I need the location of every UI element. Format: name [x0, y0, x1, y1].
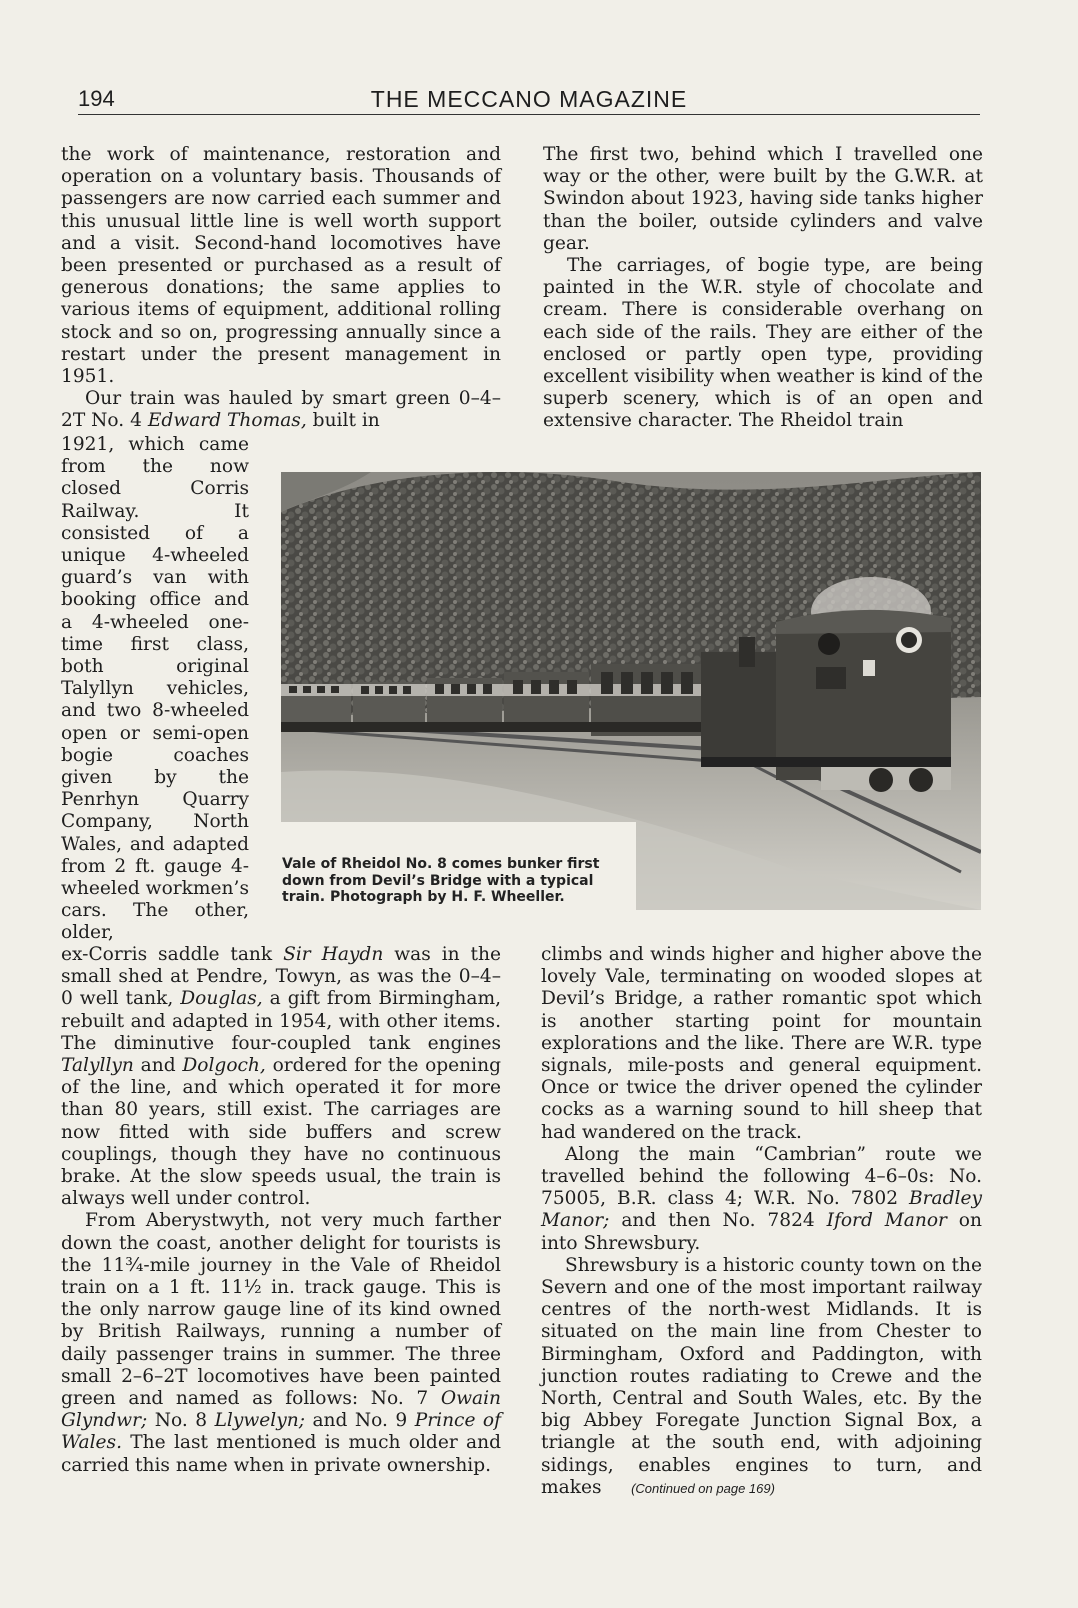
text-run: Along the main “Cambrian” route we travelled behind the following 4–6–0s: No. 75005, B.R. class 4; W.R. No. 7802 — [541, 1143, 982, 1210]
paragraph — [61, 944, 501, 1210]
locomotive-name: Talyllyn — [61, 1055, 134, 1077]
continued-note: (Continued on page 169) — [631, 1480, 775, 1496]
text-run: From Aberystwyth, not very much farther down the coast, another delight for tourists is the 11¾-mile journey in the Vale of Rheidol train on a 1 ft. 11½ in. track gauge. This is the only narrow gauge line of its kind owned by British Railways, running a number of daily passenger trains in summer. The three small 2–6–2T locomotives have been painted green and named as follows: No. 7 — [61, 1210, 501, 1410]
paragraph: The carriages, of bogie type, are being painted in the W.R. style of chocolate and cream. There is considerable overhang on each side of the rails. They are either of the enclosed or partly open type, providing excellent visibility when weather is kind of the superb scenery, which is of an open and extensive character. The Rheidol train — [543, 255, 983, 432]
locomotive-name: Prince of Wales. — [61, 1410, 502, 1454]
paragraph: The first two, behind which I travelled one way or the other, were built by the G.W.R. at Swindon about 1923, having side tanks higher than the boiler, outside cylinders and valve gear. — [543, 144, 983, 254]
photo-caption: Vale of Rheidol No. 8 comes bunker first down from Devil’s Bridge with a typical train. Photograph by H. F. Wheeller. — [282, 856, 600, 905]
right-column-bottom — [541, 944, 982, 1500]
magazine-title: THE MECCANO MAGAZINE — [370, 86, 688, 112]
text-run: built in — [306, 410, 380, 432]
locomotive-name: Bradley Manor; — [541, 1188, 982, 1232]
locomotive-name: Owain Glyndwr; — [61, 1388, 501, 1432]
text-run: on into Shrewsbury. — [541, 1210, 982, 1254]
page-header — [78, 84, 980, 115]
left-column-bottom — [61, 944, 501, 1477]
left-column-top — [61, 144, 501, 433]
locomotive-name: Edward Thomas, — [147, 410, 307, 432]
locomotive-name: Llywelyn; — [214, 1410, 305, 1432]
left-column-narrow — [61, 434, 249, 945]
text-run: and — [133, 1055, 183, 1077]
text-run: Our train was hauled by smart green 0–4–2T No. 4 — [61, 388, 501, 432]
right-column-top — [543, 144, 983, 433]
text-run: and No. 9 — [304, 1410, 415, 1432]
paragraph: 1921, which came from the now closed Corris Railway. It consisted of a unique 4-wheeled guard’s van with booking office and a 4-wheeled one-time first class, both original Talyllyn vehicles, and two 8-wheeled open or semi-open bogie coaches given by the Penrhyn Quarry Company, North Wales, and adapted from 2 ft. gauge 4-wheeled workmen’s cars. The other, older, — [61, 434, 249, 944]
text-run: was in the small shed at Pendre, Towyn, as was the 0–4–0 well tank, — [61, 944, 501, 1010]
page-number: 194 — [78, 86, 115, 111]
text-run: ex-Corris saddle tank — [61, 944, 284, 965]
paragraph — [61, 1210, 501, 1476]
text-run: and then No. 7824 — [609, 1210, 827, 1232]
paragraph: the work of maintenance, restoration and operation on a voluntary basis. Thousands of passengers are now carried each summer and this unusual little line is well worth support and a visit. Second-hand locomotives have been presented or purchased as a result of generous donations; the same applies to various items of equipment, additional rolling stock and so on, progressing annually since a restart under the present management in 1951. — [61, 144, 501, 388]
locomotive-name: Iford Manor — [826, 1210, 947, 1232]
locomotive-name: Douglas, — [180, 988, 263, 1010]
paragraph — [541, 1144, 982, 1255]
text-run: The last mentioned is much older and carried this name when in private ownership. — [61, 1432, 501, 1476]
paragraph: climbs and winds higher and higher above the lovely Vale, terminating on wooded slopes at Devil’s Bridge, a rather romantic spot which is another starting point for mountain explorations and the like. There are W.R. type signals, mile-posts and general equipment. Once or twice the driver opened the cylinder cocks as a warning sound to hill sheep that had wandered on the track. — [541, 944, 982, 1143]
text-run: ordered for the opening of the line, and which operated it for more than 80 years, still exist. The carriages are now fitted with side buffers and screw couplings, though they have no continuous brake. At the slow speeds usual, the train is always well under control. — [61, 1055, 501, 1210]
text-run: a gift from Birmingham, rebuilt and adapted in 1954, with other items. The diminutive four-coupled tank engines — [61, 988, 501, 1054]
text-run: Shrewsbury is a historic county town on the Severn and one of the most important railway centres of the north-west Midlands. It is situated on the main line from Chester to Birmingham, Oxford and Paddington, with junction routes radiating to Crewe and the North, Central and South Wales, etc. By the big Abbey Foregate Junction Signal Box, a triangle at the south end, with adjoining sidings, enables engines to turn, and makes — [541, 1254, 982, 1498]
paragraph — [541, 1255, 982, 1500]
locomotive-name: Dolgoch, — [182, 1055, 266, 1077]
paragraph — [61, 388, 501, 432]
locomotive-name: Sir Haydn — [283, 944, 384, 965]
text-run: No. 8 — [147, 1410, 215, 1432]
